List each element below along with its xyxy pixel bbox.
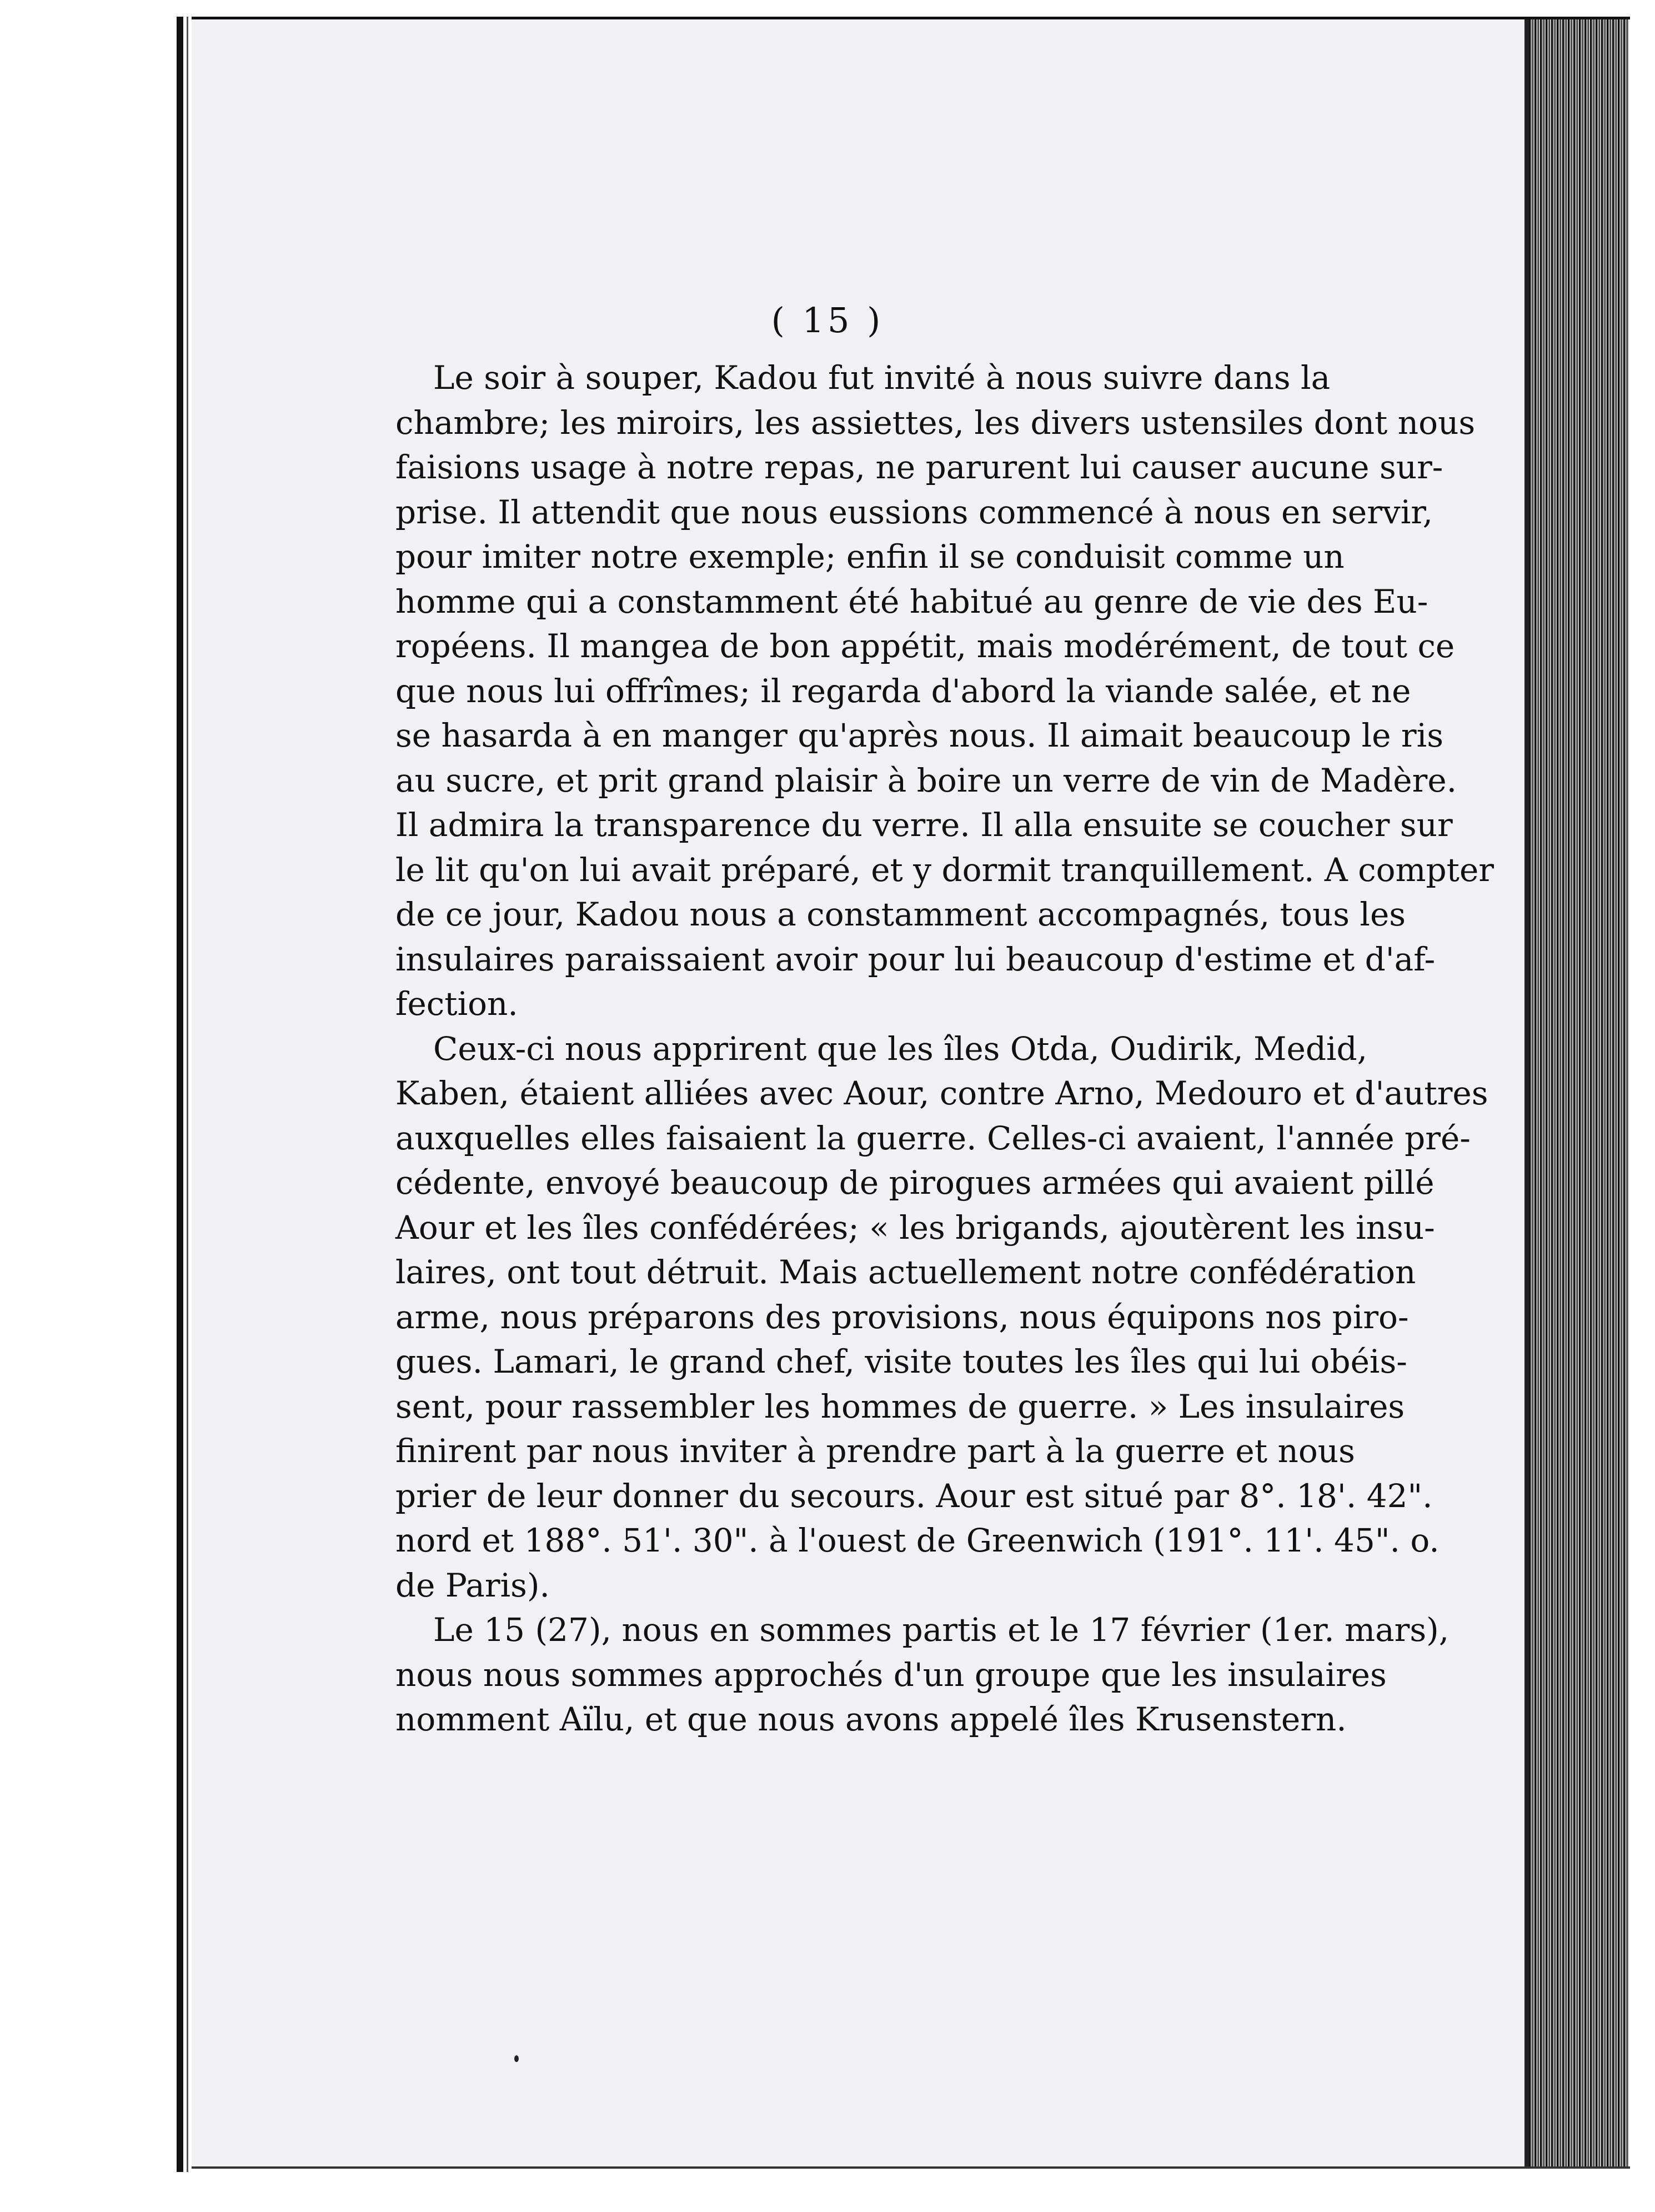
- page-stack-edge: [1529, 19, 1629, 2166]
- text-line: le lit qu'on lui avait préparé, et y dormit tranquillement. A compter: [395, 850, 1494, 889]
- text-line: gues. Lamari, le grand chef, visite toutes les îles qui lui obéis-: [395, 1343, 1407, 1380]
- right-page-gutter: [1524, 19, 1529, 2166]
- ink-speck: [514, 2055, 519, 2062]
- text-line: Ceux-ci nous apprirent que les îles Otda, Oudirik, Medid,: [433, 1029, 1368, 1068]
- text-line: Le soir à souper, Kadou fut invité à nous suivre dans la: [433, 359, 1331, 397]
- text-line: homme qui a constamment été habitué au genre de vie des Eu-: [395, 582, 1428, 620]
- text-line: que nous lui offrîmes; il regarda d'abord la viande salée, et ne: [395, 672, 1411, 710]
- text-line: fection.: [395, 985, 518, 1023]
- text-line: arme, nous préparons des provisions, nous équipons nos piro-: [395, 1298, 1409, 1336]
- text-line: de Paris).: [395, 1566, 550, 1604]
- text-line: Aour et les îles confédérées; « les brigands, ajoutèrent les insu-: [395, 1208, 1435, 1247]
- text-line: se hasarda à en manger qu'après nous. Il aimait beaucoup le ris: [395, 717, 1443, 754]
- text-line: auxquelles elles faisaient la guerre. Celles-ci avaient, l'année pré-: [395, 1119, 1471, 1157]
- text-line: prier de leur donner du secours. Aour est situé par 8°. 18'. 42".: [395, 1477, 1433, 1515]
- bottom-edge-rule: [192, 2166, 1630, 2169]
- text-line: nomment Aïlu, et que nous avons appelé îles Krusenstern.: [395, 1700, 1347, 1738]
- text-line: au sucre, et prit grand plaisir à boire un verre de vin de Madère.: [395, 761, 1457, 799]
- text-line: Kaben, étaient alliées avec Aour, contre Arno, Medouro et d'autres: [395, 1074, 1488, 1112]
- text-line: faisions usage à notre repas, ne parurent lui causer aucune sur-: [395, 448, 1443, 486]
- text-line: laires, ont tout détruit. Mais actuellement notre confédération: [395, 1253, 1416, 1291]
- text-line: Il admira la transparence du verre. Il alla ensuite se coucher sur: [395, 806, 1453, 844]
- text-line: chambre; les miroirs, les assiettes, les divers ustensiles dont nous: [395, 403, 1476, 442]
- text-line: cédente, envoyé beaucoup de pirogues armées qui avaient pillé: [395, 1164, 1435, 1202]
- body-text: [395, 356, 1494, 1742]
- text-line: sent, pour rassembler les hommes de guerre. » Les insulaires: [395, 1387, 1405, 1425]
- text-line: nous nous sommes approchés d'un groupe que les insulaires: [395, 1655, 1387, 1694]
- text-line: de ce jour, Kadou nous a constamment accompagnés, tous les: [395, 895, 1406, 933]
- text-line: pour imiter notre exemple; enfin il se conduisit comme un: [395, 538, 1345, 575]
- text-line: ropéens. Il mangea de bon appétit, mais modérément, de tout ce: [395, 627, 1455, 665]
- text-line: insulaires paraissaient avoir pour lui beaucoup d'estime et d'af-: [395, 940, 1436, 978]
- page-number: ( 15 ): [771, 300, 884, 341]
- text-line: Le 15 (27), nous en sommes partis et le 17 février (1er. mars),: [433, 1611, 1450, 1649]
- text-line: prise. Il attendit que nous eussions commencé à nous en servir,: [395, 493, 1433, 531]
- text-line: nord et 188°. 51'. 30". à l'ouest de Greenwich (191°. 11'. 45". o.: [395, 1522, 1440, 1559]
- text-line: finirent par nous inviter à prendre part à la guerre et nous: [395, 1432, 1355, 1470]
